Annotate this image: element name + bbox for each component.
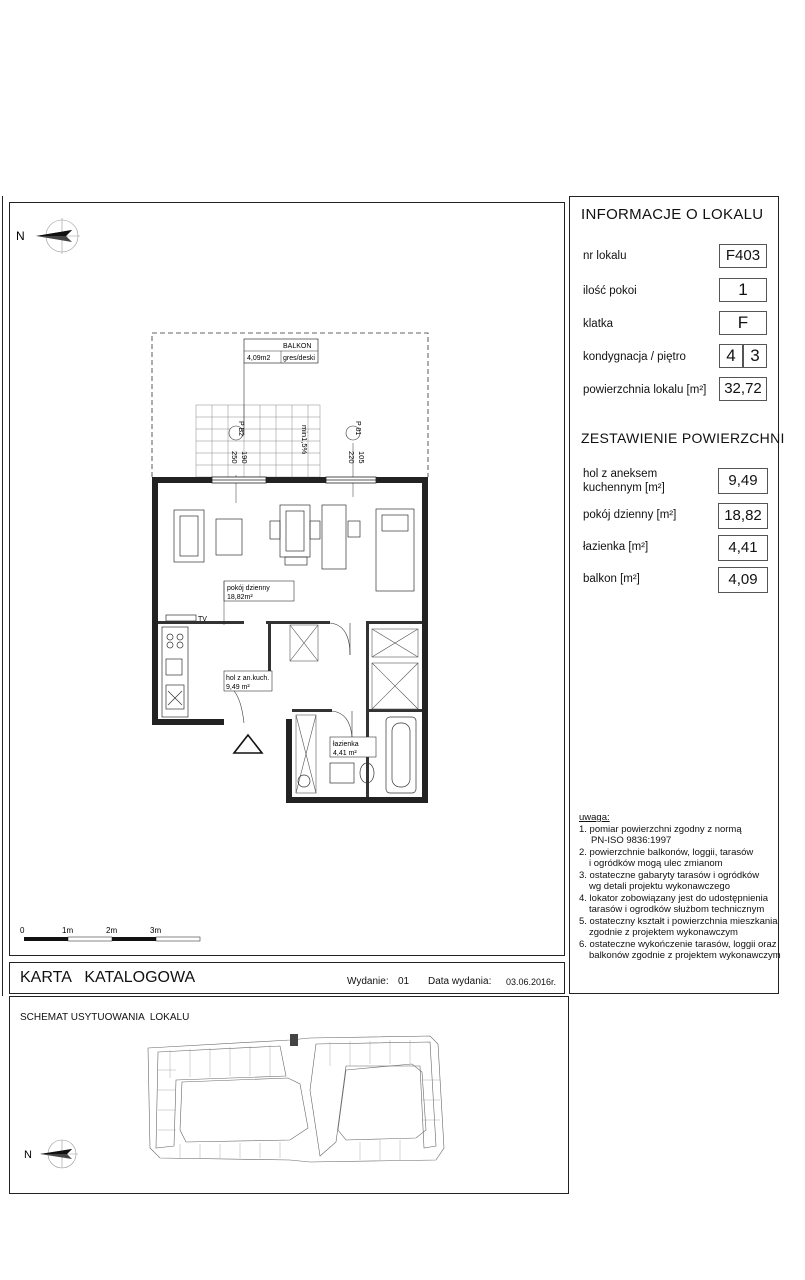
info-value-kondygnacja: 4 (719, 344, 743, 368)
room-bath-area: 4,41 m² (333, 750, 357, 757)
info-label-klatka: klatka (583, 318, 614, 330)
note-line: zgodnie z projektem wykonawczym (589, 927, 738, 938)
note-line: i ogródków mogą ulec zmianom (589, 858, 723, 869)
summary-label-hol-1: hol z aneksem (583, 468, 658, 480)
info-label-floor: kondygnacja / piętro (583, 351, 686, 363)
summary-label-hol-2: kuchennym [m²] (583, 482, 665, 494)
footer-wydanie-value: 01 (398, 976, 410, 987)
note-line: 6. ostateczne wykończenie tarasów, loggii oraz (579, 938, 777, 950)
compass-n-bottom: N (24, 1149, 32, 1161)
info-label-pokoi: ilość pokoi (583, 285, 637, 297)
footer-wydanie-label: Wydanie: (347, 976, 389, 987)
entrance-marker (234, 735, 262, 753)
footer-data-label: Data wydania: (428, 976, 492, 987)
summary-value-balkon: 4,09 (718, 567, 768, 593)
scale-3m: 3m (150, 926, 162, 935)
notes-block (579, 812, 781, 962)
scale-1m: 1m (62, 926, 74, 935)
room-living-area: 18,82m² (227, 594, 253, 601)
scale-0: 0 (20, 926, 25, 935)
note-line: wg detali projektu wykonawczego (589, 881, 730, 892)
info-label-nr: nr lokalu (583, 250, 627, 262)
window-01-code: P 01 (354, 421, 361, 436)
notes-heading: uwaga: (579, 812, 610, 823)
note-line: PN-ISO 9836:1997 (591, 835, 672, 846)
room-hall-area: 9,49 m² (226, 684, 250, 691)
info-title: INFORMACJE O LOKALU (581, 206, 764, 223)
window-b2-code: P B2 (237, 421, 244, 437)
compass-bottom (22, 1134, 82, 1174)
footer-title: KARTA KATALOGOWA (20, 969, 196, 986)
site-schematic (140, 1030, 470, 1170)
info-value-area: 32,72 (719, 377, 767, 401)
footer-data-value: 03.06.2016r. (506, 977, 557, 987)
room-living-name: pokój dzienny (227, 585, 270, 592)
schema-title: SCHEMAT USYTUOWANIA LOKALU (20, 1012, 190, 1023)
info-label-area: powierzchnia lokalu [m²] (583, 384, 707, 396)
summary-label-balkon: balkon [m²] (583, 573, 640, 585)
tv-label: TV (198, 616, 207, 623)
balcony-label: BALKON (283, 343, 312, 350)
kitchen-units (162, 627, 188, 717)
furniture-living (166, 505, 414, 621)
info-value-pietro: 3 (743, 344, 767, 368)
note-line: tarasów i ogrodków służbom technicznym (589, 904, 765, 915)
summary-value-hol: 9,49 (718, 468, 768, 494)
info-value-klatka: F (719, 311, 767, 335)
info-value-pokoi: 1 (719, 278, 767, 302)
room-bath-name: łazienka (333, 741, 359, 748)
summary-label-lazienka: łazienka [m²] (583, 541, 649, 553)
window-01-w: 105 (357, 451, 366, 464)
note-line: 3. ostateczne gabaryty tarasów i ogródków (579, 869, 760, 881)
balcony-finish: gres/deski (283, 355, 315, 362)
compass-n-top: N (16, 229, 25, 243)
scale-bar (18, 925, 208, 945)
note-line: 4. lokator zobowiązany jest do udostępnienia (579, 892, 769, 904)
info-value-nr: F403 (719, 244, 767, 268)
floor-plan (140, 325, 440, 805)
left-margin-line (2, 196, 3, 996)
note-line: 5. ostateczny kształt i powierzchnia mieszkania (579, 915, 778, 927)
window-b2-w: 190 (240, 451, 249, 464)
note-line: balkonów zgodnie z projektem wykonawczym (589, 950, 781, 961)
compass-top (14, 214, 84, 258)
balcony-area: 4,09m2 (247, 355, 271, 362)
scale-2m: 2m (106, 926, 118, 935)
summary-label-pokoj: pokój dzienny [m²] (583, 509, 677, 521)
summary-value-lazienka: 4,41 (718, 535, 768, 561)
slope-label: min1,5% (300, 425, 309, 455)
window-b2-h: 250 (230, 451, 239, 464)
room-hall-name: hol z an.kuch. (226, 675, 270, 682)
summary-title: ZESTAWIENIE POWIERZCHNI (581, 430, 785, 446)
summary-value-pokoj: 18,82 (718, 503, 768, 529)
note-line: 1. pomiar powierzchni zgodny z normą (579, 823, 742, 835)
window-01-h: 220 (347, 451, 356, 464)
note-line: 2. powierzchnie balkonów, loggii, tarasów (579, 846, 754, 858)
unit-location-marker (290, 1034, 298, 1046)
